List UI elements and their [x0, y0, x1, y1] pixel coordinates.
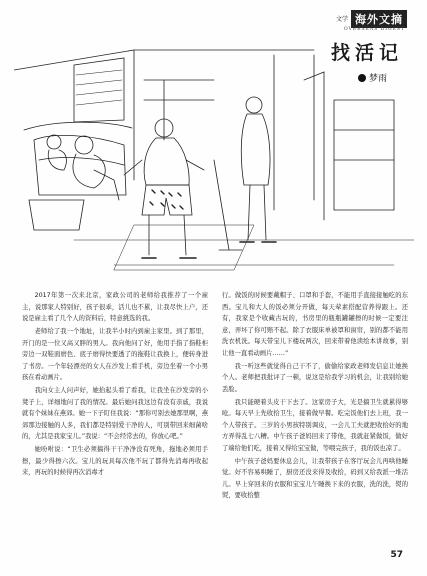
paragraph: 我只能硬着头皮干下去了。这家房子大，光是搞卫生就累得够呛。每天早上先收拾卫生，接着做早餐。吃完饭他们去上班，我一个人带孩子。三岁的小男孩特别调皮，一会儿工夫就把收拾好的地方弄得乱七八糟。中午孩子爸妈回来了带他，我就赶紧做饭，做好了端给他们吃，接着又得给宝宝做，等喂完孩子，我的饭也凉了。	[222, 398, 408, 452]
paragraph: 我向女主人问声好，她抬起头看了看我，让我坐在沙发旁的小凳子上，详细地问了我的情况。最后她问我这边有没有亲戚，我说就有个妹妹在燕郊。她一下子盯住我说：“那你可别去她那里啊，燕郊那边接触的人多，我们都是特别爱干净的人，可别带回来细菌啥的，尤其是我家宝儿。”我说：“不会经常去的，你放心吧。”	[22, 387, 208, 440]
text-column-right	[222, 290, 408, 503]
paragraph: 中午孩子爸妈要休息会儿，让我带孩子在客厅玩会儿再哄他睡觉。好不容易哄睡了，厨房还没来得及收拾，码到又给我派一堆活儿。早上穿回来的衣服和宝宝儿午睡换下来的衣服，洗的洗，熨的熨，要收拾整	[222, 457, 408, 499]
paragraph: 我一听这些就觉得自己干不了，偷偷给家政老师发信息让她换个人。老师把我批评了一顿，说这是给我学习的机会，让我别给她丢脸。	[222, 362, 408, 393]
paragraph: 她吩咐说：“卫生必须搞得干干净净没有死角，拖地必须用手擦，最少得擦六次。宝儿的玩具每次他不玩了都得先消毒再收起来，再玩的时候得再次消毒才	[22, 446, 208, 476]
page-number: 57	[390, 550, 403, 560]
magazine-section-label: 文学	[336, 15, 349, 23]
paragraph: 2017年第一次来北京，家政公司的老师给我推荐了一个雇主，说那家人特别好，孩子很乖，活儿也不累，让我尽快上户，还说是雇主看了几个人的资料后，特意挑选的我。	[22, 292, 208, 322]
text-column-left	[22, 290, 208, 480]
article-title: 找活记	[330, 42, 403, 64]
paragraph: 行。做饭的时候要戴帽子、口罩和手套，不能用手直接接触吃的东西。宝儿和大人的饭必须分开做，每天荤素搭配营养得跟上。还有，我家是个收藏古玩的，书房里的瓶瓶罐罐擦的时候一定要注意，弄坏了你可赔不起。除了衣服床单被罩和窗帘，别的都不能用洗衣机洗。每天带宝儿下楼玩两次，回来带着他读绘本讲故事，别让他一直看动画片……”	[222, 292, 408, 357]
magazine-subtitle: OVERSEAS DIGEST	[343, 27, 405, 32]
ink-sketch-illustration	[14, 10, 414, 280]
magazine-name: 海外文摘	[351, 10, 407, 28]
paragraph: 老师给了我一个地址，让我半小时内到雇主家里。到了那里，开门的是一位又高又胖的男人。我向他问了好，他用手指了指鞋柜旁边一双鞋面磨色、底子磨得快要透了的拖鞋让我换上，便转身进了书房。一个年轻漂亮的女人在沙发上看手机，旁边坐着一个小男孩在看动画片。	[22, 328, 208, 381]
author-name: 梦雨	[368, 74, 387, 84]
